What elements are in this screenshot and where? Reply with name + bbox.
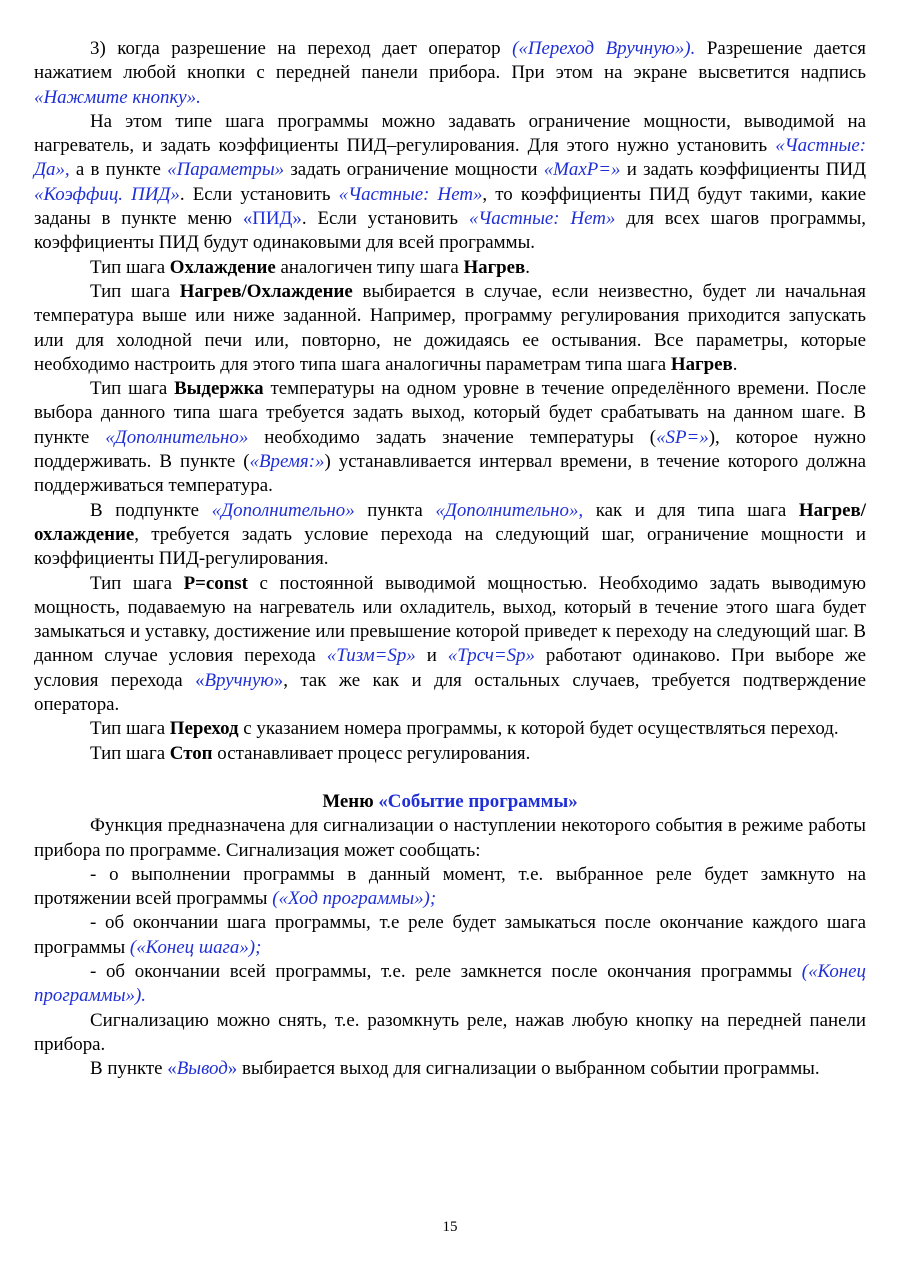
paragraph-power-limit-pid: На этом типе шага программы можно задавать ограничение мощности, выводимой на нагреватель, и задать коэффициенты ПИД–регулирования. Для этого нужно установить «Частные: Да», а в пункте «Параметры» задать ограничение мощности «MaxP=» и задать коэффициенты ПИД «Коэффиц. ПИД». Если установить «Частные: Нет», то коэффициенты ПИД будут такими, какие заданы в пункте меню «ПИД». Если установить «Частные: Нет» для всех шагов программы, коэффициенты ПИД будут одинаковыми для всей программы. [34,110,866,254]
list-item-step-end: - об окончании шага программы, т.е реле будет замыкаться после окончание каждого шага программы («Конец шага»); [34,912,866,958]
paragraph-cooling-step: Тип шага Охлаждение аналогичен типу шага Нагрев. [90,256,530,278]
paragraph-reset-signal: Сигнализацию можно снять, т.е. разомкнуть реле, нажав любую кнопку на передней панели прибора. [34,1009,866,1055]
term-manual-transition: («Переход Вручную»). [512,38,696,59]
paragraph-function-description: Функция предназначена для сигнализации о наступлении некоторого события в режиме работы прибора по программе. Сигнализация может сообщать: [34,815,866,861]
paragraph-hold-step: Тип шага Выдержка температуры на одном уровне в течение определённого времени. После выбора данного типа шага требуется задать выход, который будет срабатывать на данном шаге. В пункте «Дополнительно» необходимо задать значение температуры («SP=»), которое нужно поддерживать. В пункте («Время:») устанавливается интервал времени, в течение которого должна поддерживаться температура. [34,378,866,497]
page-number: 15 [442,1219,458,1235]
section-heading-program-event: Меню «Событие программы» [322,790,578,812]
paragraph-output-select: В пункте «Вывод» выбирается выход для сигнализации о выбранном событии программы. [90,1058,820,1080]
list-item-program-running: - о выполнении программы в данный момент, т.е. выбранное реле будет замкнуто на протяжении всей программы («Ход программы»); [34,863,866,910]
term-press-button: «Нажмите кнопку». [34,86,201,108]
paragraph-stop-step: Тип шага Стоп останавливает процесс регулирования. [90,742,531,764]
paragraph-transition-step: Тип шага Переход с указанием номера программы, к которой будет осуществляться переход. [90,718,839,740]
list-item-program-end: - об окончании всей программы, т.е. реле замкнется после окончания программы («Конец программы»). [34,960,866,1007]
paragraph-additional-subitem: В подпункте «Дополнительно» пункта «Дополнительно», как и для типа шага Нагрев/охлаждение, требуется задать условие перехода на следующий шаг, ограничение мощности и коэффициенты ПИД-регулирования. [34,499,866,570]
paragraph-operator-transition: 3) когда разрешение на переход дает оператор («Переход Вручную»). Разрешение дается нажатием любой кнопки с передней панели прибора. При этом на экране высветится надпись «Нажмите кнопку». [34,38,866,108]
paragraph-constant-power-step: Тип шага P=const с постоянной выводимой мощностью. Необходимо задать выводимую мощность, подаваемую на нагреватель или охладитель, выход, который в течение этого шага будет замыкаться и уставку, достижение или превышение которой приведет к переходу на следующий шаг. В данном случае условия перехода «Тизм=Sp» и «Трсч=Sp» работают одинаково. При выборе же условия перехода «Вручную», так же как и для остальных случаев, требуется подтверждение оператора. [34,572,867,716]
paragraph-heat-cool-step: Тип шага Нагрев/Охлаждение выбирается в случае, если неизвестно, будет ли начальная температура выше или ниже заданной. Например, программу регулирования приходится запускать или для холодной печи или, повторно, не дожидаясь ее остывания. Все параметры, которые необходимо настроить для этого типа шага аналогичны параметрам типа шага Нагрев. [34,280,866,375]
